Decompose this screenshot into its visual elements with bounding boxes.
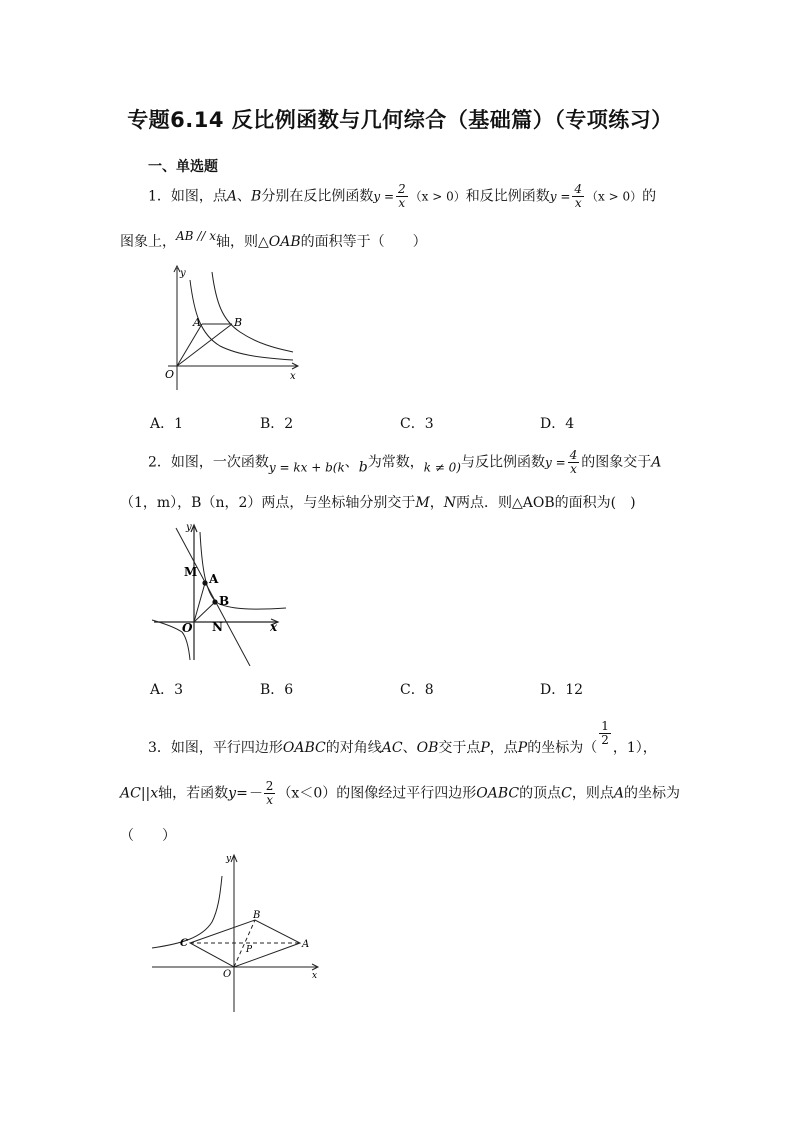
q2-option-b[interactable]: B．6: [260, 682, 294, 698]
q1-segment-oa: [177, 324, 202, 366]
q1-text: 图象上，: [120, 234, 176, 250]
q3-text: ，则点: [571, 785, 614, 802]
q1-func1-fraction: [396, 183, 408, 210]
q1-text: 和反比例函数: [465, 188, 550, 205]
q2-text: 的图象交于: [581, 454, 652, 471]
q3-label-o: O: [223, 969, 232, 980]
q2-line-mn: [176, 528, 250, 666]
q1-text: 的面积等于（ ）: [300, 234, 427, 250]
q2-text: 与反比例函数: [461, 454, 545, 471]
q2-m: M: [415, 495, 430, 511]
q3-func-num: 2: [265, 779, 274, 793]
q2-option-a[interactable]: A．3: [150, 682, 184, 698]
q2-text: 两点．则△AOB的面积为( ): [456, 495, 636, 511]
q3-text: ，1），: [612, 740, 657, 756]
q3-func-fraction: [264, 780, 276, 807]
q2-figure: [146, 520, 296, 666]
q2-label-a: A: [209, 572, 219, 586]
q2-line2: [120, 493, 636, 513]
q3-c: C: [561, 785, 572, 802]
q2-linear-eq: y = kx + b(k: [268, 460, 345, 475]
q2-label-n: N: [212, 620, 223, 634]
q1-figure: [150, 262, 310, 394]
q2-n: N: [443, 495, 456, 511]
q1-func1-num: 2: [398, 182, 406, 196]
q1-func2-lhs: y =: [549, 189, 571, 204]
q1-text: 1．如图，点: [148, 188, 227, 205]
q2-point-b-dot: [212, 599, 217, 604]
q2-label-m: M: [184, 565, 198, 579]
q2-func-num: 4: [569, 448, 578, 462]
q3-text: 3．如图，平行四边形: [148, 740, 283, 756]
q1-triangle: OAB: [268, 234, 301, 250]
q1-point-a: A: [226, 188, 238, 205]
q2-label-x: x: [270, 620, 278, 634]
q2-option-c[interactable]: C．8: [400, 682, 434, 698]
q1-cond2: （x > 0）: [586, 189, 643, 204]
q3-text: 交于点: [438, 740, 481, 756]
q1-curve-4x: [212, 272, 293, 352]
q3-func-den: x: [266, 793, 273, 807]
q3-ac-parallel: AC||x: [120, 785, 159, 802]
q3-text: 轴，若函数: [158, 785, 229, 802]
q3-text: 、: [402, 740, 417, 756]
q3-label-p: P: [246, 945, 253, 955]
q2-text: 、: [344, 454, 359, 471]
q3-label-x: x: [312, 971, 318, 981]
q3-func-lhs: y=－: [228, 785, 262, 802]
q1-label-a: A: [193, 316, 201, 329]
q2-line1: [148, 449, 661, 478]
q2-func-den: x: [570, 462, 577, 476]
q1-func2-den: x: [574, 196, 582, 210]
q2-label-y: y: [186, 522, 192, 533]
q2-text: 2．如图，一次函数: [148, 454, 269, 471]
q3-text: 的坐标为（: [527, 740, 598, 756]
q3-parallelogram: OABC: [282, 740, 326, 756]
q1-label-o: O: [165, 368, 175, 381]
q1-option-a[interactable]: A．1: [150, 416, 184, 432]
q1-cond1: （x > 0）: [409, 189, 466, 204]
q3-label-a: A: [302, 939, 310, 950]
q2-func-fraction: [568, 449, 580, 476]
q3-figure: [150, 852, 325, 1014]
q2-point-a: A: [651, 454, 662, 471]
q2-label-o: O: [182, 621, 193, 635]
q3-ob: OB: [416, 740, 439, 756]
q3-label-y: y: [226, 854, 232, 864]
q1-func2-num: 4: [574, 182, 583, 196]
q3-text: ，点: [489, 740, 518, 756]
q1-func1-den: x: [398, 196, 406, 210]
q1-option-b[interactable]: B．2: [260, 416, 294, 432]
q3-line3: （ ）: [120, 828, 176, 844]
q1-point-b: B: [251, 188, 262, 205]
q1-text: 分别在反比例函数: [261, 188, 374, 205]
q3-p-fraction: [599, 720, 611, 747]
q3-p-num: 1: [601, 719, 609, 733]
q3-label-b: B: [253, 910, 261, 921]
q2-text: （1，m），B（n，2）两点，与坐标轴分别交于: [120, 495, 416, 511]
page-title: 专题6.14 反比例函数与几何综合（基础篇）（专项练习）: [127, 108, 673, 132]
q1-text: 、: [237, 188, 252, 205]
q1-label-x: x: [290, 371, 296, 382]
q2-point-a-dot: [202, 580, 207, 585]
q1-option-d[interactable]: D．4: [540, 416, 575, 432]
q1-text: 的: [642, 188, 657, 205]
q3-parallelogram: OABC: [476, 785, 520, 802]
q1-func2-fraction: [572, 183, 584, 210]
section-heading: 一、单选题: [148, 159, 218, 175]
q3-p-den: 2: [601, 733, 609, 747]
q2-option-d[interactable]: D．12: [540, 682, 584, 698]
q1-func1-lhs: y =: [373, 189, 394, 204]
q2-condition: k ≠ 0): [423, 460, 461, 475]
q2-text: 为常数，: [367, 454, 424, 471]
q3-line2: [120, 780, 680, 807]
q3-text: 的对角线: [325, 740, 382, 756]
q2-label-b: B: [219, 594, 230, 608]
q3-label-c: C: [180, 938, 188, 949]
q3-p: P: [517, 740, 528, 756]
q1-line1: [148, 183, 656, 210]
q2-func-lhs: y =: [545, 455, 566, 470]
q1-label-b: B: [234, 316, 243, 329]
q3-p: P: [480, 740, 490, 756]
q3-line1: [148, 720, 657, 758]
q2-b: b: [358, 459, 368, 476]
q3-diagonal-ob: [234, 920, 255, 967]
q1-option-c[interactable]: C．3: [400, 416, 434, 432]
q1-line2: [120, 226, 427, 252]
q3-text: （x＜0）的图像经过平行四边形: [277, 785, 477, 802]
q1-label-y: y: [180, 268, 186, 279]
q3-a: A: [613, 785, 624, 802]
q3-ac: AC: [381, 740, 403, 756]
q1-parallel: AB // x: [176, 229, 216, 243]
q1-text: 轴，则△: [215, 234, 269, 250]
q2-text: ，: [429, 495, 444, 511]
q3-text: 的顶点: [519, 785, 562, 802]
q3-text: 的坐标为: [623, 785, 680, 802]
